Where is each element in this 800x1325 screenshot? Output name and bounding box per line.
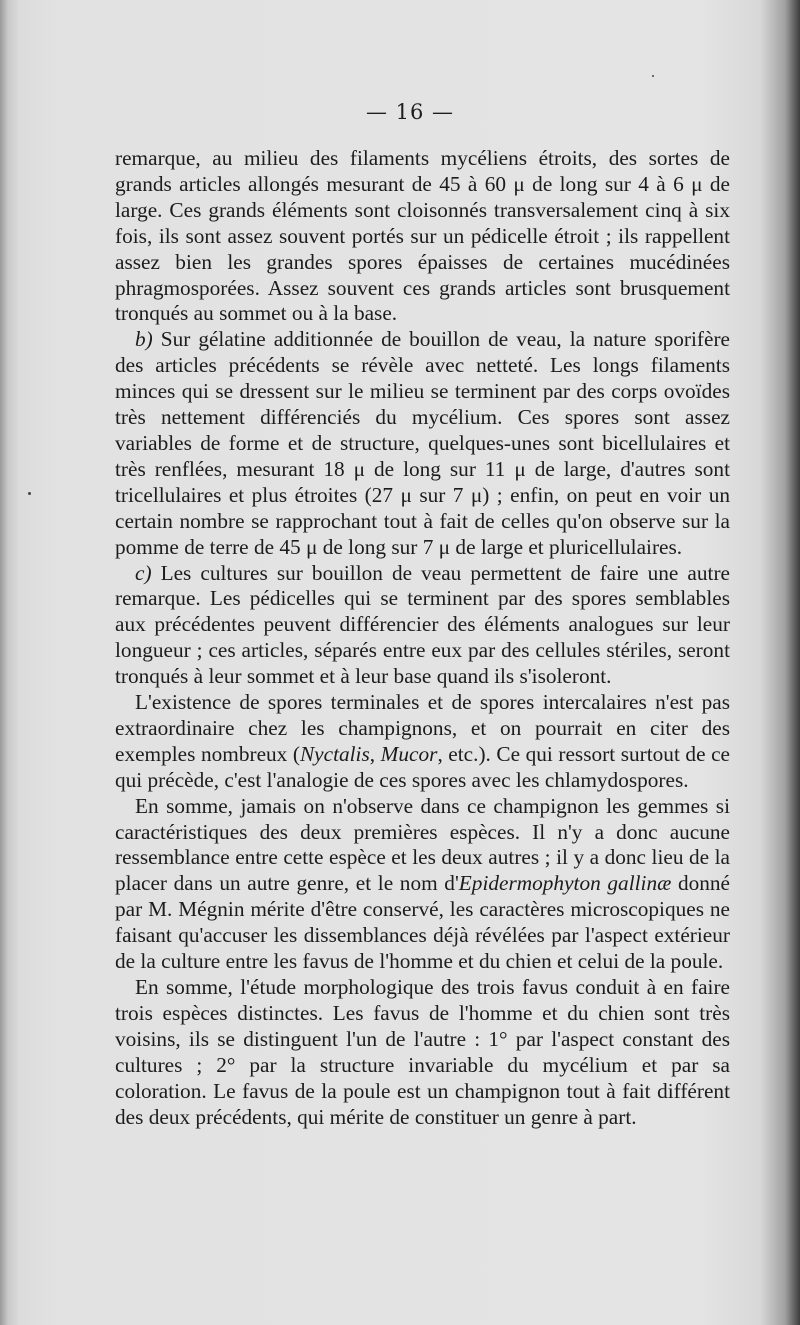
paragraph-label: b)	[135, 327, 153, 352]
species-name: Epidermophyton gallinæ	[458, 871, 672, 896]
body-text	[115, 146, 730, 1130]
paragraph-spores	[115, 690, 730, 794]
paragraph-continuation	[115, 146, 730, 327]
paragraph-text: Sur gélatine additionnée de bouillon de veau, la nature sporifère des articles précédents se révèle avec netteté. Les longs filaments minces qui se dressent sur le milieu se terminent par des corps ovoïdes très nettement différenciés du mycélium. Ces spores sont assez variables de forme et de structure, quelques-unes sont bicellulaires et très renflées, mesurant 18 μ de long sur 11 μ de large, d'autres sont tricellulaires et plus étroites (27 μ sur 7 μ) ; enfin, on peut en voir un certain nombre se rapprochant tout à fait de celles qu'on observe sur la pomme de terre de 45 μ de long sur 7 μ de large et pluricellulaires.	[115, 327, 730, 559]
paragraph-text: L'existence de spores terminales et de spores intercalaires n'est pas extraordinaire chez les champignons, et on pourrait en citer des exemples nombreux (	[115, 690, 730, 766]
paragraph-conclusion	[115, 975, 730, 1130]
paragraph-summary-gemmes	[115, 794, 730, 975]
paragraph-text: remarque, au milieu des filaments mycéliens étroits, des sortes de grands articles allongés mesurant de 45 à 60 μ de long sur 4 à 6 μ de large. Ces grands éléments sont cloisonnés transversalement cinq à six fois, ils sont assez souvent portés sur un pédicelle étroit ; ils rappellent assez bien les grandes spores épaisses de certaines mucédinées phragmosporées. Assez souvent ces grands articles sont brusquement tronqués au sommet ou à la base.	[115, 146, 730, 326]
paper-speck	[652, 75, 654, 77]
paragraph-text: En somme, jamais on n'observe dans ce champignon les gemmes si caractéristiques des deux premières espèces. Il n'y a donc aucune ressemblance entre cette espèce et les deux autres ; il y a donc lieu de la placer dans un autre genre, et le nom d'	[115, 793, 730, 896]
paragraph-text: Les cultures sur bouillon de veau permettent de faire une autre remarque. Les pédicelles qui se terminent par des spores semblables aux précédentes peuvent différencier des éléments analogues sur leur longueur ; ces articles, séparés entre eux par des cellules stériles, seront tronqués à leur sommet et à leur base quand ils s'isoleront.	[115, 560, 730, 689]
paragraph-label: c)	[135, 560, 152, 585]
paragraph-text: , etc.). Ce qui ressort surtout de ce qui précède, c'est l'analogie de ces spores avec les chlamydospores.	[115, 741, 730, 792]
paper-speck	[28, 492, 31, 495]
paragraph-text: En somme, l'étude morphologique des trois favus conduit à en faire trois espèces distinctes. Les favus de l'homme et du chien sont très voisins, ils se distinguent l'un de l'autre : 1° par l'aspect constant des cultures ; 2° par la structure invariable du mycélium et par sa coloration. Le favus de la poule est un champignon tout à fait différent des deux précédents, qui mérite de constituer un genre à part.	[115, 975, 730, 1129]
paragraph-b	[115, 327, 730, 560]
genus-name: Nyctalis	[299, 741, 370, 766]
paragraph-text: donné par M. Mégnin mérite d'être conservé, les caractères microscopiques ne faisant qu'accuser les dissemblances déjà révélées par l'aspect extérieur de la culture entre les favus de l'homme et du chien et celui de la poule.	[115, 871, 731, 974]
paragraph-c	[115, 561, 730, 691]
paragraph-text: ,	[369, 741, 381, 766]
genus-name: Mucor	[380, 741, 438, 766]
page-number: — 16 —	[365, 100, 455, 124]
